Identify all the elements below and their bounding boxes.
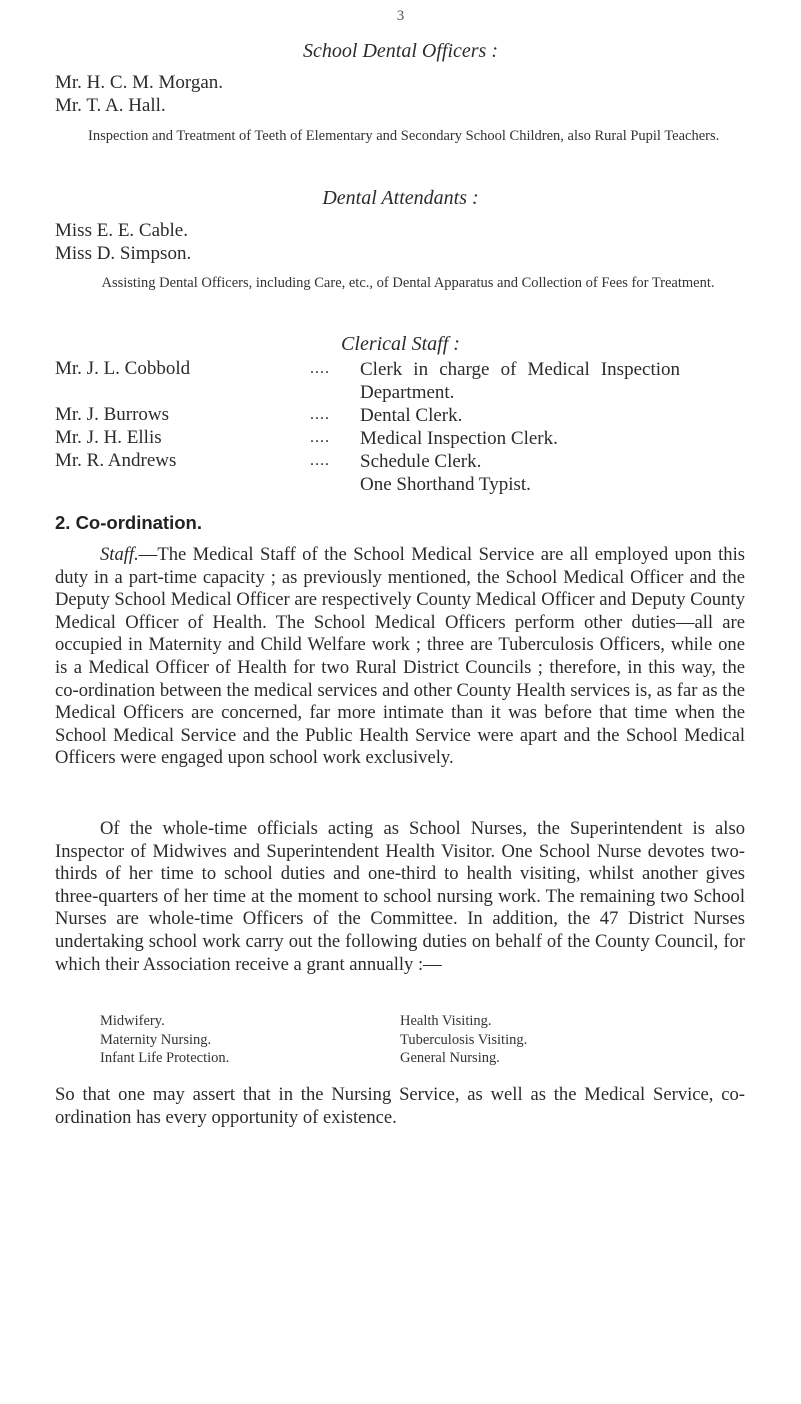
clerk-name: Mr. J. L. Cobbold xyxy=(55,358,191,379)
leader-dots: .... xyxy=(310,406,330,423)
leader-dots: .... xyxy=(310,360,330,377)
list-item: Infant Life Protection. xyxy=(100,1050,230,1066)
dental-officers-heading: School Dental Officers : xyxy=(303,40,498,62)
dental-officers-description: Inspection and Treatment of Teeth of Elementary and Secondary School Children, also Rural Pupil Teachers. xyxy=(88,128,720,144)
paragraph-nurses: Of the whole-time officials acting as School Nurses, the Superintendent is also Inspector of Midwives and Superintendent Health Visitor. One School Nurse devotes two-thirds of her time to school duties and one-third to health visiting, whilst another gives three-quarters of her time at the moment to school nursing work. The remaining two School Nurses are whole-time Officers of the Committee. In addition, the 47 District Nurses undertaking school work carry out the following duties on behalf of the County Council, for which their Association receive a grant annually :— xyxy=(55,818,745,975)
paragraph-staff xyxy=(55,544,745,770)
clerk-name: Mr. J. H. Ellis xyxy=(55,427,162,448)
clerk-extra: One Shorthand Typist. xyxy=(360,474,531,495)
list-item: Maternity Nursing. xyxy=(100,1031,212,1048)
dental-officer-name: Mr. H. C. M. Morgan. xyxy=(55,72,224,93)
clerk-duty: Dental Clerk. xyxy=(360,405,463,426)
list-item: General Nursing. xyxy=(400,1050,500,1066)
clerk-duty: Schedule Clerk. xyxy=(360,451,482,472)
duties-list-right xyxy=(400,1012,527,1068)
clerk-duty: Clerk in charge of Medical Inspection Department. xyxy=(360,359,680,403)
list-item: Health Visiting. xyxy=(400,1013,492,1029)
dental-attendant-name: Miss D. Simpson. xyxy=(55,243,192,264)
page-number: 3 xyxy=(396,8,405,24)
leader-dots: .... xyxy=(310,429,330,446)
duties-list-left xyxy=(100,1012,229,1068)
dental-officer-name: Mr. T. A. Hall. xyxy=(55,95,166,116)
leader-dots: .... xyxy=(310,452,330,469)
list-item: Tuberculosis Visiting. xyxy=(400,1031,528,1048)
dental-attendants-description: Assisting Dental Officers, including Care, etc., of Dental Apparatus and Collection of Fees for Treatment. xyxy=(101,275,715,291)
dental-attendants-heading: Dental Attendants : xyxy=(322,187,479,209)
section-heading: 2. Co-ordination. xyxy=(55,512,202,533)
dental-attendant-name: Miss E. E. Cable. xyxy=(55,220,188,241)
paragraph-body: —The Medical Staff of the School Medical Service are all employed upon this duty in a part-time capacity ; as previously mentioned, the School Medical Officer and the Deputy School Medical Officer are respectively County Medical Officer and Deputy County Medical Officer of Health. The School Medical Officers perform other duties—all are occupied in Maternity and Child Welfare work ; three are Tuberculosis Officers, while one is a Medical Officer of Health for two Rural District Councils ; therefore, in this way, the co-ordination between the medical services and other County Health services is, as far as the Medical Officers are concerned, far more intimate than it was before that time when the School Medical Service and the Public Health Service were apart and the School Medical Officers were engaged upon school work exclusively. xyxy=(55,544,745,769)
clerical-staff-heading: Clerical Staff : xyxy=(341,333,460,355)
clerk-name: Mr. J. Burrows xyxy=(55,404,170,425)
list-item: Midwifery. xyxy=(100,1013,165,1029)
paragraph-lead: Staff. xyxy=(100,544,139,565)
paragraph-conclusion: So that one may assert that in the Nursing Service, as well as the Medical Service, co-ordination has every opportunity of existence. xyxy=(55,1084,745,1128)
clerk-duty: Medical Inspection Clerk. xyxy=(360,428,558,449)
clerk-name: Mr. R. Andrews xyxy=(55,450,177,471)
